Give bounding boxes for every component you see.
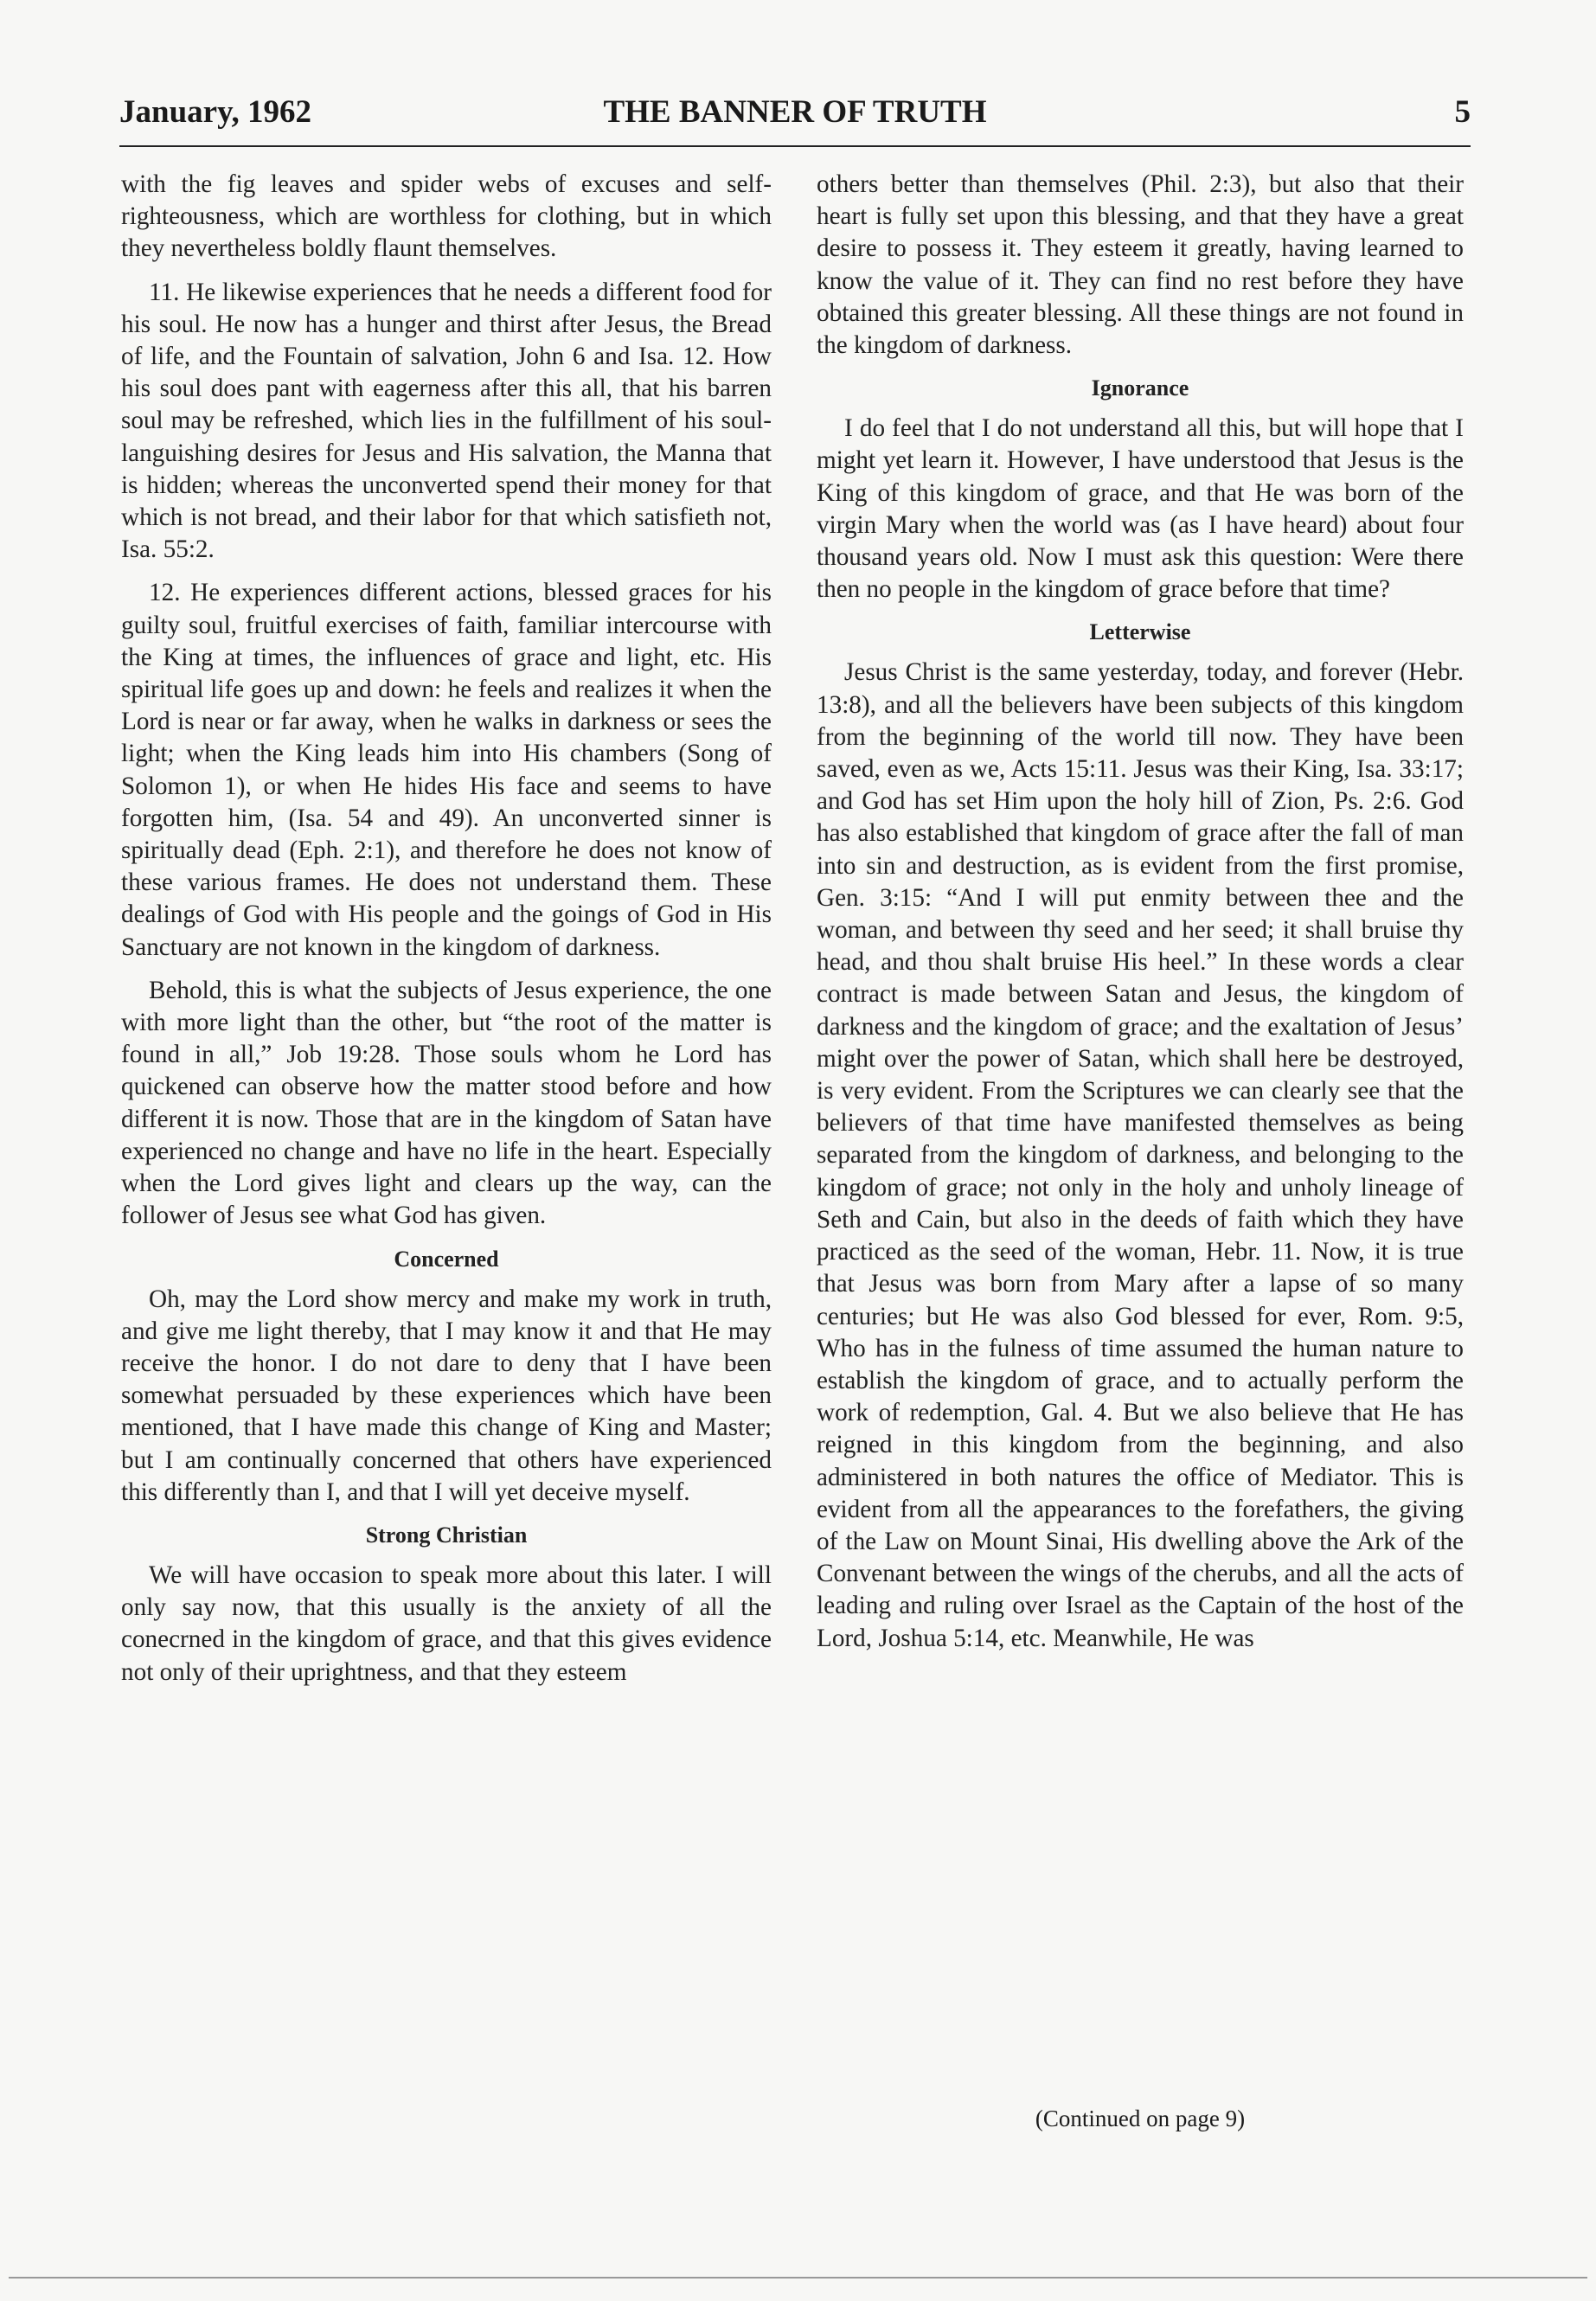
page-header bbox=[119, 93, 1471, 147]
page-edge-divider bbox=[9, 2277, 1587, 2279]
section-heading-ignorance: Ignorance bbox=[1091, 375, 1189, 401]
paragraph: 12. He experiences different actions, blessed graces for his guilty soul, fruitful exercises of faith, familiar intercourse with the King at times, the influences of grace and light, etc. His spiritual life goes up and down: he feels and realizes it when the Lord is near or far away, when he walks in darkness or sees the light; when the King leads him into His chambers (Song of Solomon 1), or when He hides His face and seems to have forgotten him, (Isa. 54 and 49). An unconverted sinner is spiritually dead (Eph. 2:1), and therefore he does not know of these various frames. He does not understand them. These dealings of God with His people and the goings of God in His Sanctuary are not known in the kingdom of darkness. bbox=[121, 579, 772, 961]
paragraph: We will have occasion to speak more about this later. I will only say now, that this usually is the anxiety of all the conecrned in the kingdom of grace, and that this gives evidence not only of their uprightness, and that they esteem bbox=[121, 1561, 772, 1686]
paragraph: with the fig leaves and spider webs of excuses and self-righteousness, which are worthless for clothing, but in which they nevertheless boldly flaunt themselves. bbox=[121, 170, 772, 263]
paragraph: Behold, this is what the subjects of Jesus experience, the one with more light than the other, but “the root of the matter is found in all,” Job 19:28. Those souls whom he Lord has quickened can observe how the matter stood before and how different it is now. Those that are in the kingdom of Satan have experienced no change and have no life in the heart. Especially when the Lord gives light and clears up the way, can the follower of Jesus see what God has given. bbox=[121, 976, 772, 1230]
paragraph: Oh, may the Lord show mercy and make my work in truth, and give me light thereby, that I may know it and that He may receive the honor. I do not dare to deny that I have been somewhat persuaded by these experiences which have been mentioned, that I have made this change of King and Master; but I am continually concerned that others have experienced this differently than I, and that I will yet deceive myself. bbox=[121, 1285, 772, 1506]
publication-title: THE BANNER OF TRUTH bbox=[603, 94, 987, 130]
issue-date: January, 1962 bbox=[119, 94, 312, 130]
paragraph: others better than themselves (Phil. 2:3), but also that their heart is fully set upon this blessing, and that they have a great desire to possess it. They esteem it greatly, having learned to know the value of it. They can find no rest before they have obtained this greater blessing. All these things are not found in the kingdom of darkness. bbox=[817, 170, 1464, 360]
paragraph: I do feel that I do not understand all this, but will hope that I might yet learn it. However, I have understood that Jesus is the King of this kingdom of grace, and that He was born of the virgin Mary when the world was (as I have heard) about four thousand years old. Now I must ask this question: Were there then no people in the kingdom of grace before that time? bbox=[817, 414, 1464, 604]
paragraph: Jesus Christ is the same yesterday, today, and forever (Hebr. 13:8), and all the believers have been subjects of this kingdom from the beginning of the world till now. They have been saved, even as we, Acts 15:11. Jesus was their King, Isa. 33:17; and God has set Him upon the holy hill of Zion, Ps. 2:6. God has also established that kingdom of grace after the fall of man into sin and destruction, as is evident from the first promise, Gen. 3:15: “And I will put enmity between thee and the woman, and between thy seed and her seed; it shall bruise thy head, and thou shalt bruise His heel.” In these words a clear contract is made between Satan and Jesus, the kingdom of darkness and the kingdom of grace; and the exaltation of Jesus’ might over the power of Satan, which shall here be destroyed, is very evident. From the Scriptures we can clearly see that the believers of that time have manifested themselves as being separated from the kingdom of darkness, and belonging to the kingdom of grace; not only in the holy and unholy lineage of Seth and Cain, but also in the deeds of faith which they have practiced as the seed of the woman, Hebr. 11. Now, it is true that Jesus was born from Mary after a lapse of so many centuries; but He was also God blessed for ever, Rom. 9:5, Who has in the fulness of time assumed the human nature to establish the kingdom of grace, and to actually perform the work of redemption, Gal. 4. But we also believe that He has reigned in this kingdom from the beginning, and also administered in both natures the office of Mediator. This is evident from all the appearances to the forefathers, the giving of the Law on Mount Sinai, His dwelling above the Ark of the Convenant between the wings of the cherubs, and all the acts of leading and ruling over Israel as the Captain of the host of the Lord, Joshua 5:14, etc. Meanwhile, He was bbox=[817, 658, 1464, 1652]
section-heading-concerned: Concerned bbox=[394, 1246, 499, 1272]
section-heading-letterwise: Letterwise bbox=[1089, 619, 1191, 645]
paragraph: 11. He likewise experiences that he needs a different food for his soul. He now has a hunger and thirst after Jesus, the Bread of life, and the Fountain of salvation, John 6 and Isa. 12. How his soul does pant with eagerness after this all, that his barren soul may be refreshed, which lies in the fulfillment of his soul-languishing desires for Jesus and His salvation, the Manna that is hidden; whereas the unconverted spend their money for that which is not bread, and their labor for that which satisfieth not, Isa. 55:2. bbox=[121, 278, 772, 564]
continued-note: (Continued on page 9) bbox=[1035, 2106, 1246, 2131]
right-column bbox=[817, 169, 1464, 1666]
left-column bbox=[121, 169, 772, 1700]
section-heading-strong-christian: Strong Christian bbox=[365, 1522, 528, 1548]
page-number: 5 bbox=[1454, 94, 1471, 130]
